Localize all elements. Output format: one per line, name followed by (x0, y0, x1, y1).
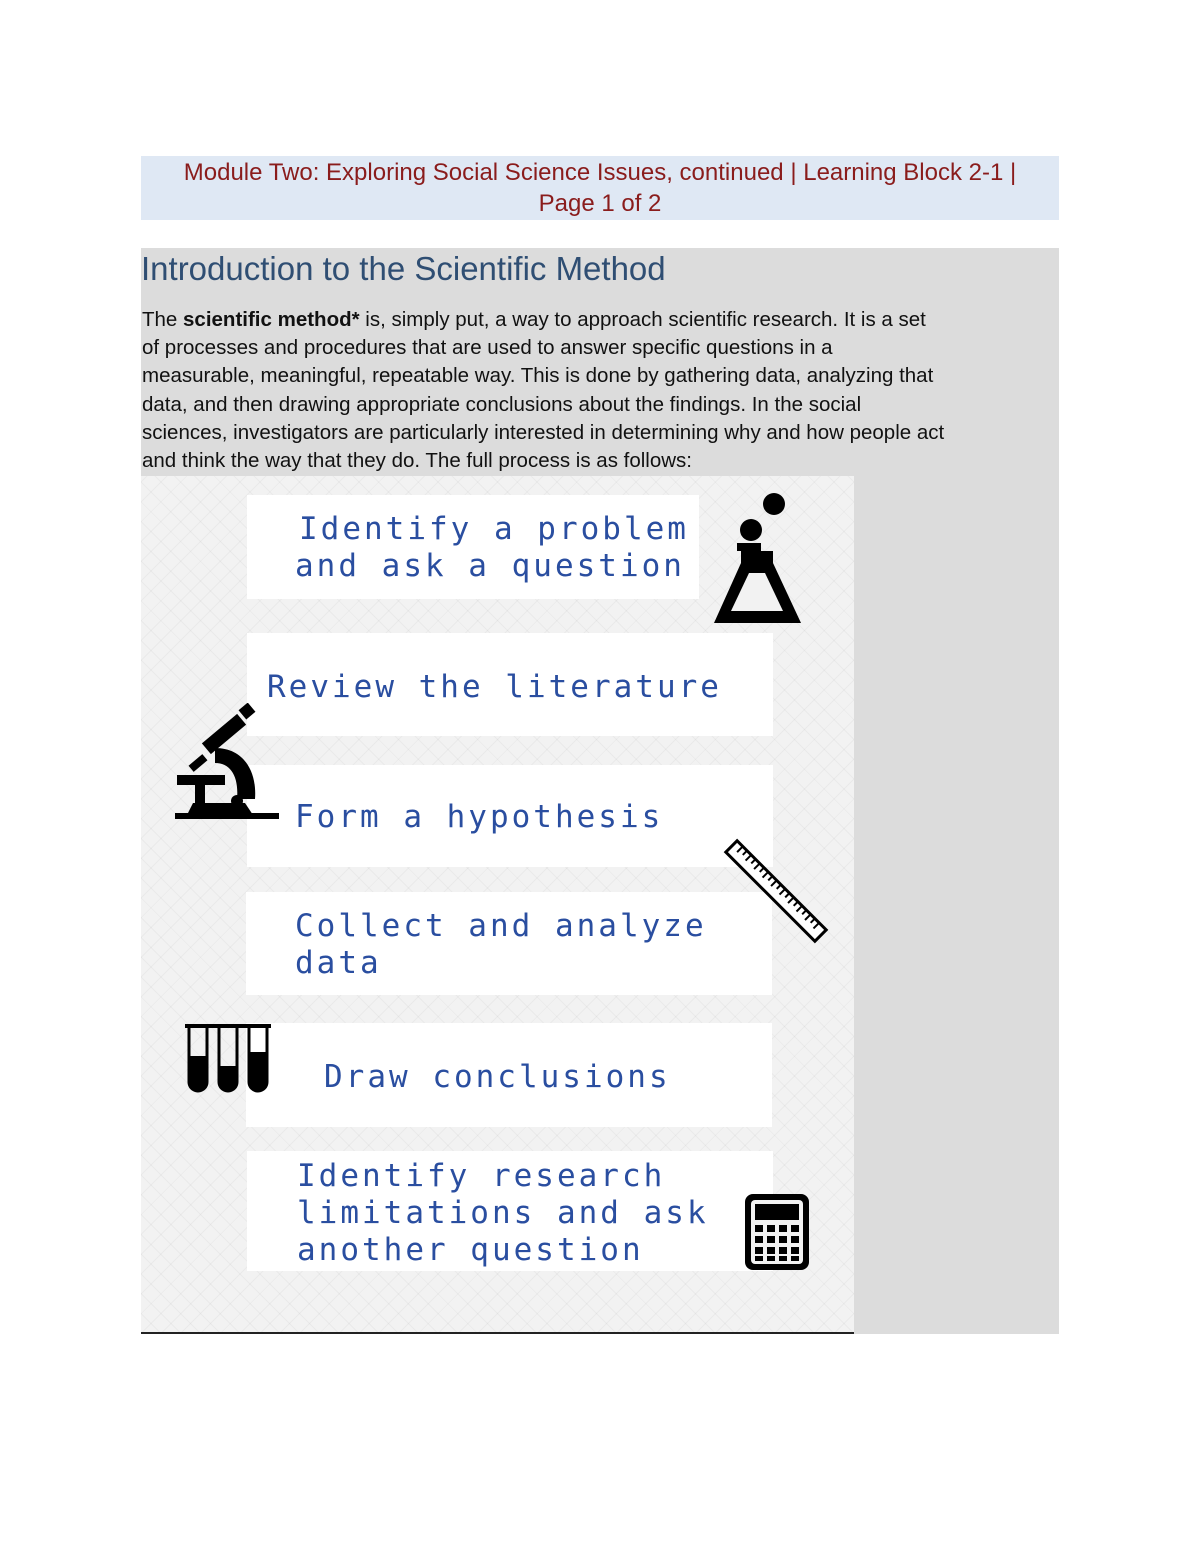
intro-line-1 (142, 306, 1059, 334)
step-4-line-1: Collect and analyze (295, 908, 707, 944)
step-review-literature (247, 633, 773, 736)
step-6-line-1: Identify research (297, 1158, 666, 1194)
step-identify-limitations (247, 1151, 773, 1271)
test-tubes-icon (185, 1024, 271, 1096)
section-heading: Introduction to the Scientific Method (141, 250, 666, 287)
step-3-line-1: Form a hypothesis (295, 799, 664, 835)
intro-lead: The (142, 308, 184, 331)
header-line-2: Page 1 of 2 (538, 190, 662, 217)
intro-line-3: measurable, meaningful, repeatable way. This is done by gathering data, analyzing that (142, 364, 934, 388)
page-header (141, 156, 1059, 220)
intro-line-4: data, and then drawing appropriate conclusions about the findings. In the social (142, 392, 862, 416)
step-form-hypothesis (247, 765, 773, 867)
step-6-line-2: limitations and ask (297, 1195, 709, 1231)
flask-icon (711, 491, 806, 626)
intro-line-6: and think the way that they do. The full process is as follows: (142, 449, 692, 473)
intro-paragraph (142, 306, 1059, 475)
step-collect-analyze (246, 892, 772, 995)
step-5-line-1: Draw conclusions (324, 1059, 671, 1095)
intro-line-2: of processes and procedures that are used to answer specific questions in a (142, 336, 833, 360)
intro-term: scientific method* (183, 308, 360, 331)
step-2-line-1: Review the literature (267, 669, 722, 705)
step-identify-problem (247, 495, 699, 599)
header-line-1: Module Two: Exploring Social Science Issues, continued | Learning Block 2-1 | (183, 159, 1017, 186)
step-4-line-2: data (295, 945, 382, 981)
scientific-method-infographic (141, 476, 854, 1334)
step-6-line-3: another question (297, 1232, 644, 1268)
step-1-line-2: and ask a question (295, 548, 685, 584)
intro-line-5: sciences, investigators are particularly interested in determining why and how people act (142, 420, 945, 444)
step-draw-conclusions (246, 1023, 772, 1127)
content-panel (141, 248, 1059, 1334)
ruler-icon (721, 831, 831, 951)
calculator-icon (743, 1192, 811, 1272)
bottom-rule (141, 1332, 854, 1334)
intro-line-1-rest: is, simply put, a way to approach scientific research. It is a set (359, 308, 926, 331)
step-1-line-1: Identify a problem (299, 511, 689, 547)
microscope-icon (175, 703, 279, 819)
